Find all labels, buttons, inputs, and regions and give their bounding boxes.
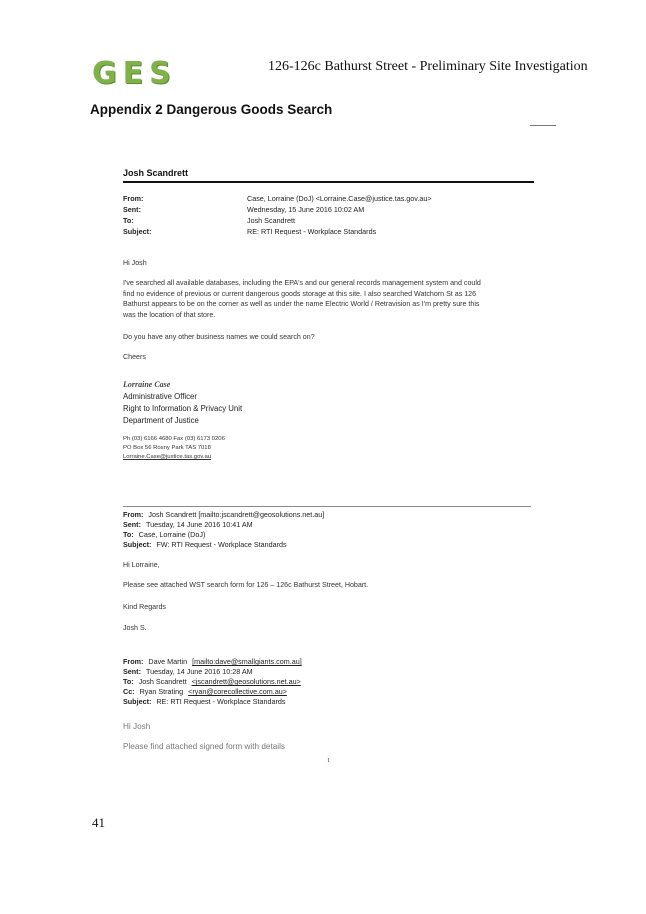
- signature-unit: Right to Information & Privacy Unit: [123, 404, 243, 413]
- appendix-heading: Appendix 2 Dangerous Goods Search: [90, 102, 333, 117]
- email1-closing: Cheers: [123, 353, 146, 361]
- email1-sent-row: [123, 205, 543, 216]
- email2-sign: Josh S.: [123, 624, 147, 632]
- to-value: Case, Lorraine (DoJ): [138, 530, 206, 539]
- to-label: To:: [123, 216, 134, 225]
- to-label: To:: [123, 677, 134, 686]
- cc-name: Ryan Strating: [139, 687, 184, 696]
- from-value: Josh Scandrett [mailto:jscandrett@geosolutions.net.au]: [148, 510, 325, 519]
- from-label: From:: [123, 510, 144, 519]
- subject-value: RE: RTI Request - Workplace Standards: [247, 227, 377, 236]
- email2-body: Please see attached WST search form for 126 – 126c Bathurst Street, Hobart.: [123, 581, 369, 589]
- signature-title: Administrative Officer: [123, 392, 197, 401]
- email3-body: Please find attached signed form with details: [123, 742, 286, 751]
- page-number: 41: [92, 815, 105, 830]
- email1-from-row: [123, 194, 543, 205]
- subject-value: RE: RTI Request - Workplace Standards: [156, 697, 286, 706]
- cc-email-link[interactable]: <ryan@corecollective.com.au>: [188, 687, 287, 696]
- sent-value: Tuesday, 14 June 2016 10:28 AM: [145, 667, 253, 676]
- sent-label: Sent:: [123, 205, 141, 214]
- email1-question: Do you have any other business names we could search on?: [123, 333, 315, 341]
- subject-label: Subject:: [123, 697, 152, 706]
- sent-label: Sent:: [123, 667, 141, 676]
- embedded-page-number: 1: [327, 757, 331, 764]
- to-name: Josh Scandrett: [138, 677, 187, 686]
- email-header-rule: [123, 181, 534, 183]
- to-email-link[interactable]: <jscandrett@geosolutions.net.au>: [191, 677, 301, 686]
- email1-to-row: [123, 216, 543, 227]
- ges-logo: GES: [92, 56, 177, 91]
- subject-label: Subject:: [123, 227, 152, 236]
- from-label: From:: [123, 194, 144, 203]
- cc-label: Cc:: [123, 687, 135, 696]
- email2-closing: Kind Regards: [123, 603, 166, 611]
- email1-greeting: Hi Josh: [123, 259, 147, 267]
- from-value: Case, Lorraine (DoJ) <Lorraine.Case@justice.tas.gov.au>: [247, 194, 432, 203]
- email1-body-paragraph: [123, 278, 533, 320]
- email3-greeting: Hi Josh: [123, 722, 151, 731]
- from-email-link[interactable]: [mailto:dave@smallgiants.com.au]: [192, 657, 302, 666]
- subject-label: Subject:: [123, 540, 152, 549]
- email-separator: [123, 506, 531, 507]
- body-line: I've searched all available databases, including the EPA's and our general records management system and could: [123, 279, 481, 287]
- signature-po-box: PO Box 56 Rosny Park TAS 7018: [123, 445, 211, 451]
- scan-mark: [530, 125, 556, 126]
- signature-name: Lorraine Case: [123, 380, 171, 389]
- email3-subject-row: [123, 697, 543, 708]
- sent-value: Wednesday, 15 June 2016 10:02 AM: [247, 205, 365, 214]
- to-label: To:: [123, 530, 134, 539]
- document-header-title: 126-126c Bathurst Street - Preliminary Site Investigation: [268, 59, 588, 74]
- sent-value: Tuesday, 14 June 2016 10:41 AM: [145, 520, 253, 529]
- email2-greeting: Hi Lorraine,: [123, 561, 160, 569]
- email2-subject-row: [123, 540, 543, 551]
- subject-value: FW: RTI Request - Workplace Standards: [156, 540, 287, 549]
- body-line: Bathurst appears to be on the corner as well as under the name Electric World / Retravision as I'm pretty sure this: [123, 300, 480, 308]
- from-label: From:: [123, 657, 144, 666]
- email1-subject-row: [123, 227, 543, 238]
- sent-label: Sent:: [123, 520, 141, 529]
- email-sender-name: Josh Scandrett: [123, 168, 189, 178]
- body-line: find no evidence of previous or current dangerous goods storage at this site. I also searched Watchorn St as 126: [123, 289, 477, 298]
- signature-email-link[interactable]: Lorraine.Case@justice.tas.gov.au: [123, 454, 212, 460]
- from-name: Dave Martin: [148, 657, 188, 666]
- signature-phone: Ph (03) 6166 4680 Fax (03) 6173 0206: [123, 436, 225, 442]
- body-line: was the location of that store.: [123, 310, 216, 319]
- signature-department: Department of Justice: [123, 416, 199, 425]
- to-value: Josh Scandrett: [247, 216, 295, 225]
